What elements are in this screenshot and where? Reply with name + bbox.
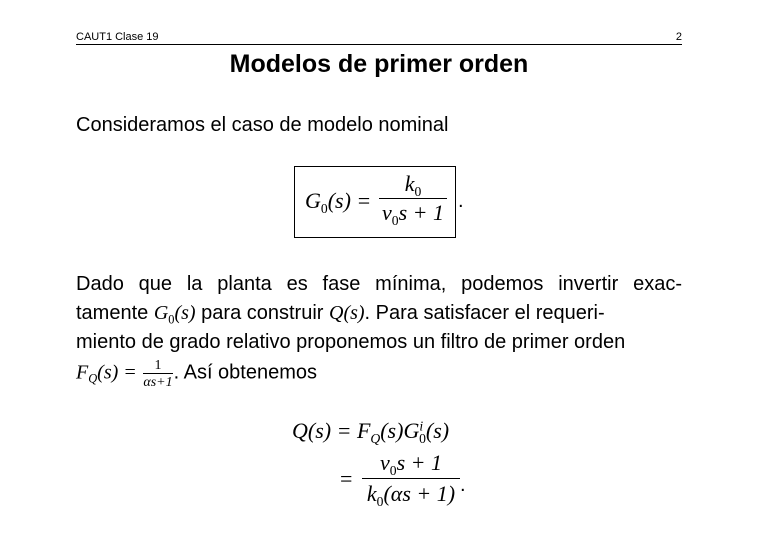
boxed-equation xyxy=(294,166,456,238)
fraction-bar xyxy=(379,198,447,199)
fraction-numerator: $\nu_0s + 1$ xyxy=(380,450,442,478)
slide-title: Modelos de primer orden xyxy=(229,50,529,78)
equation-q-line-1: $Q(s) = F_Q(s)G^i_0(s)$ xyxy=(292,418,450,446)
body-paragraph xyxy=(76,270,682,390)
inline-filter-fraction: $\frac{1}{\alpha s+1}$ xyxy=(143,358,173,390)
equation-q-line-2-equals: = xyxy=(340,466,353,491)
boxed-equation-lhs: $G_0(s)$ = xyxy=(305,188,372,216)
intro-text: Consideramos el caso de modelo nominal xyxy=(76,114,449,136)
header-rule xyxy=(76,44,682,45)
paragraph-line-2: tamente $G_0(s)$ para construir Q(s). Para satisfacer el requeri- xyxy=(76,302,605,327)
fraction-denominator: $\nu_0s + 1$ xyxy=(382,200,444,229)
paragraph-line-3: miento de grado relativo proponemos un filtro de primer orden xyxy=(76,331,626,353)
paragraph-line-4: $F_Q(s) = \frac{1}{\alpha s+1}$. Así obtenemos xyxy=(76,358,318,390)
boxed-equation-period: . xyxy=(458,190,464,212)
paragraph-line-1: Dado que la planta es fase mínima, podemos invertir exac- xyxy=(76,273,682,295)
equation-q-line-2-fraction xyxy=(362,450,460,510)
page-number: 2 xyxy=(675,31,682,43)
slide-header xyxy=(76,31,682,45)
equation-q-period: . xyxy=(460,474,466,496)
fraction-bar xyxy=(362,478,460,479)
boxed-equation-fraction xyxy=(379,171,447,229)
fraction-numerator: $k_0$ xyxy=(404,171,422,199)
course-label: CAUT1 Clase 19 xyxy=(76,31,159,43)
fraction-denominator: $k_0(\alpha s + 1)$ xyxy=(366,481,456,510)
